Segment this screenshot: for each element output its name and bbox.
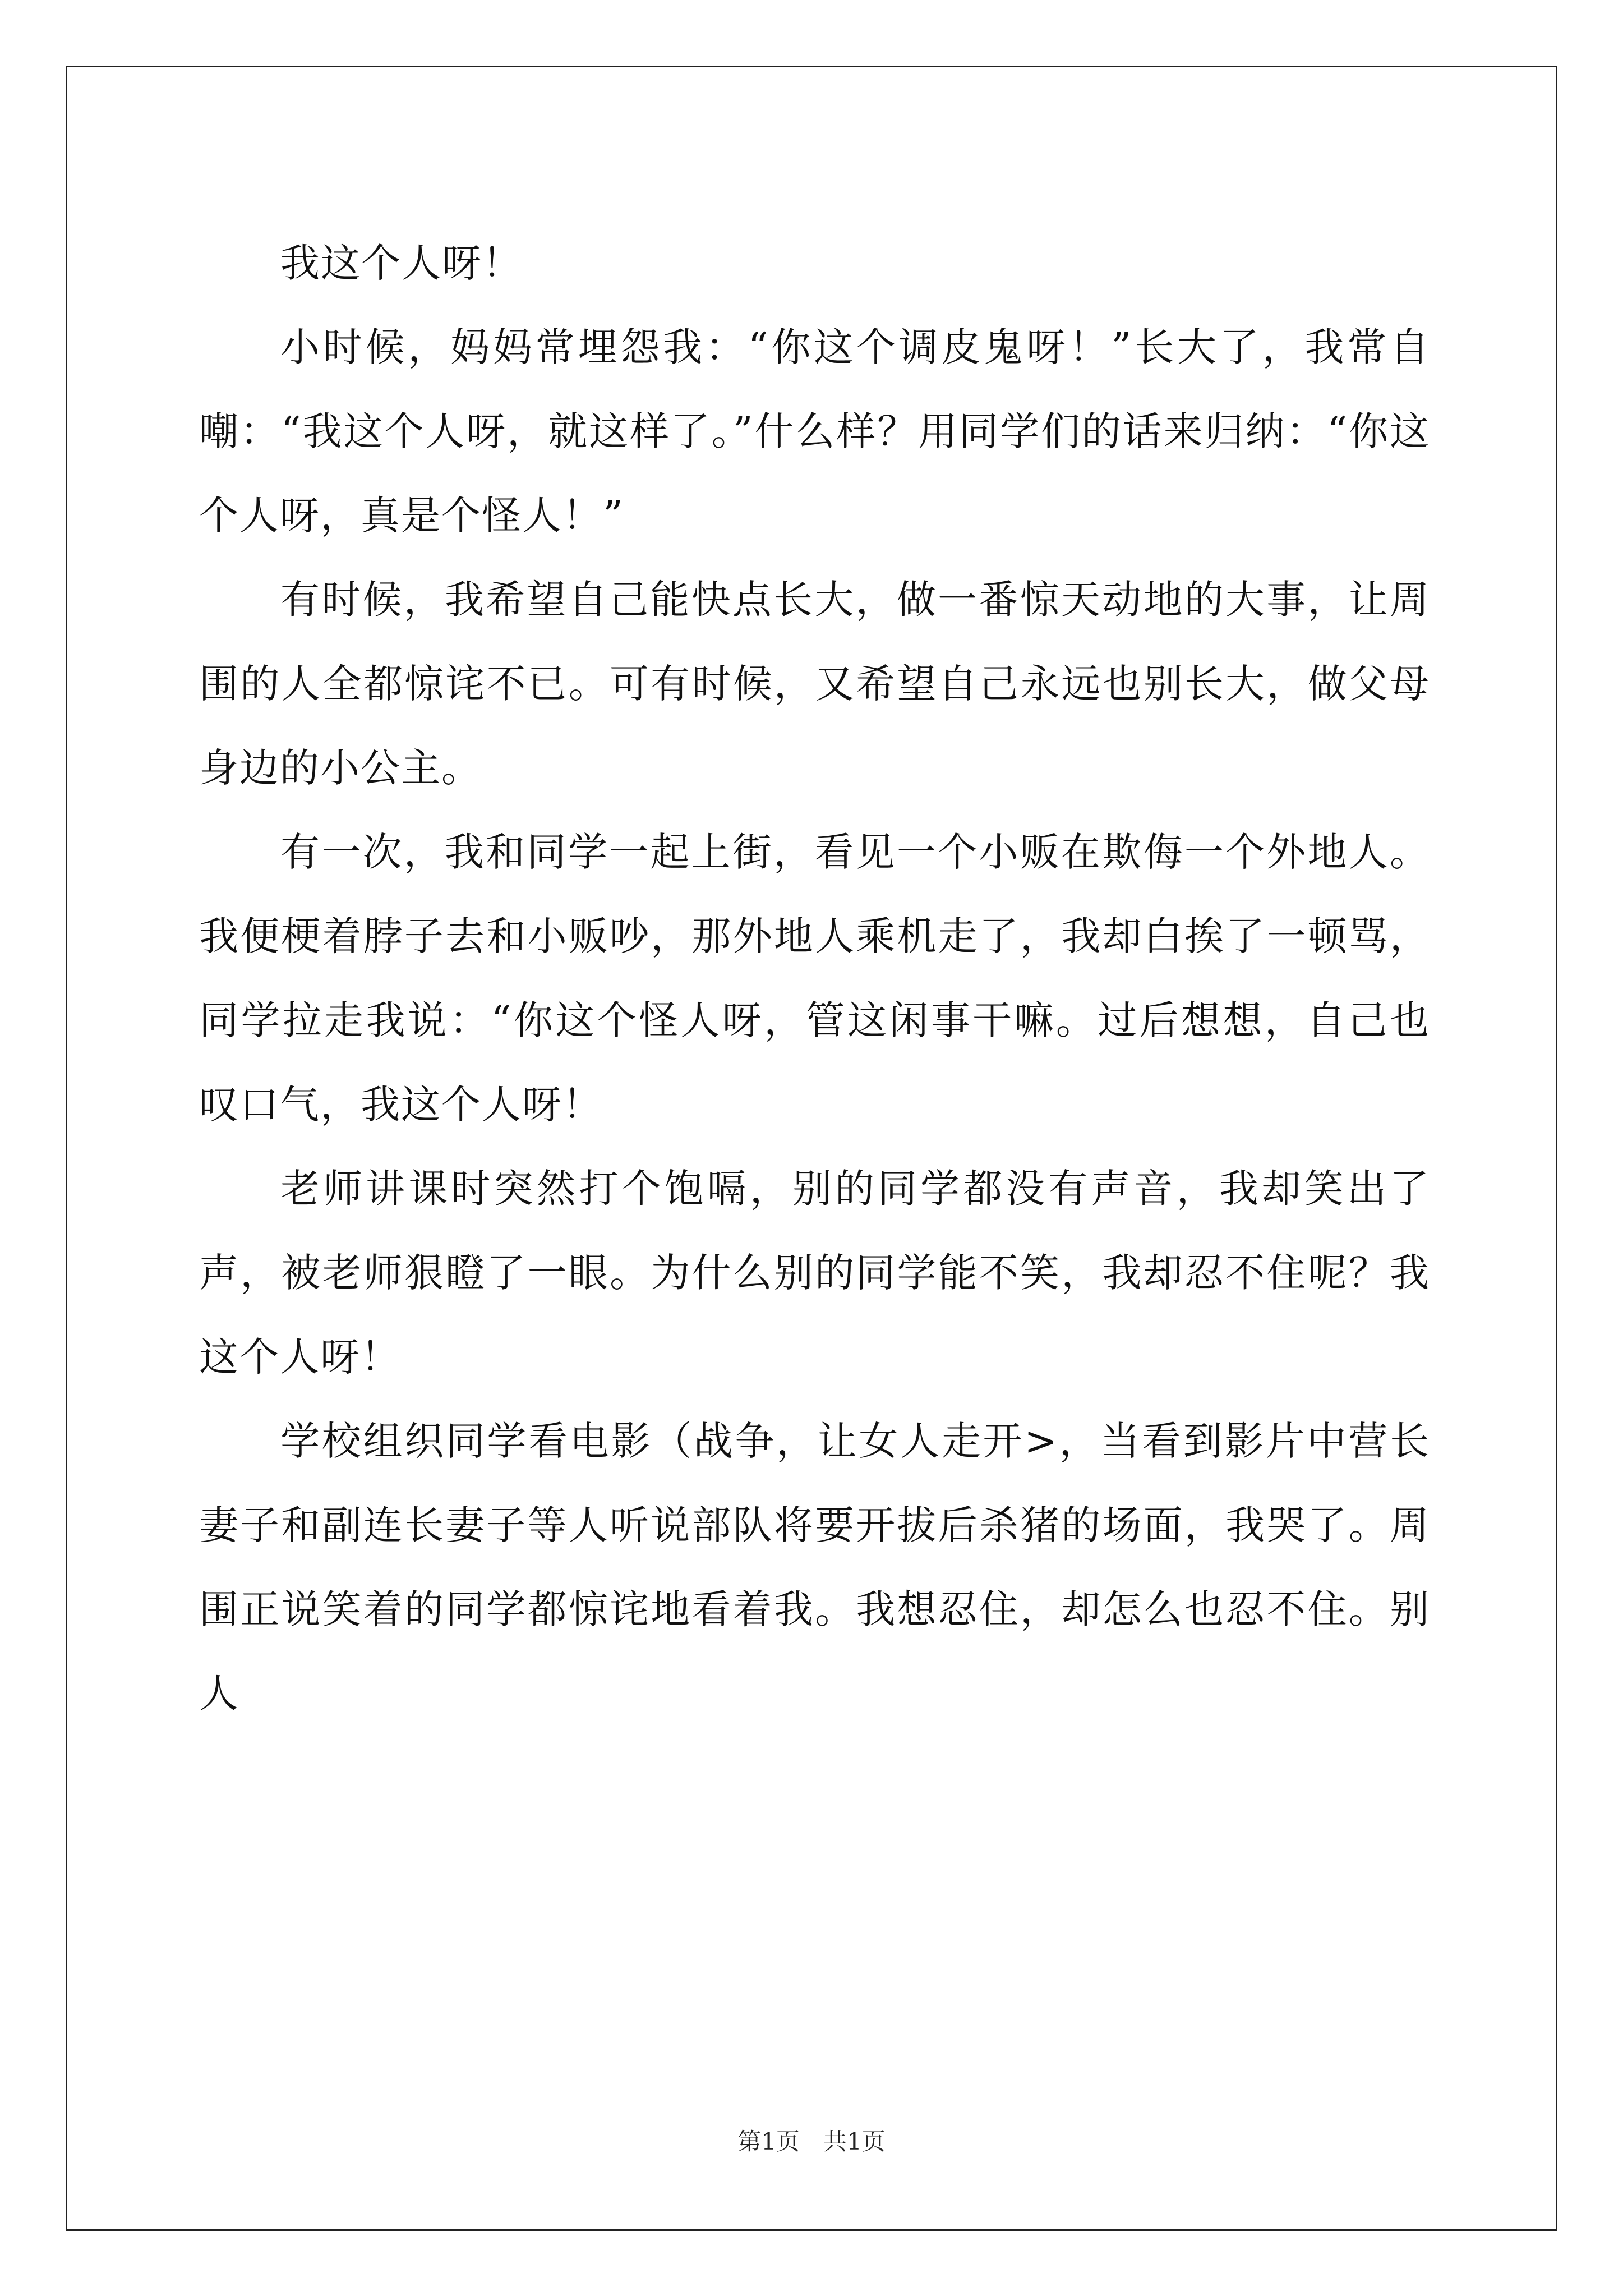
paragraph-classroom: 老师讲课时突然打个饱嗝，别的同学都没有声音，我却笑出了声，被老师狠瞪了一眼。为什么别的同学能不笑，我却忍不住呢？我这个人呀！ xyxy=(199,1166,1430,1380)
paragraph-title-line: 我这个人呀！ xyxy=(280,240,523,286)
paragraph-childhood: 小时候，妈妈常埋怨我：“你这个调皮鬼呀！”长大了，我常自嘲：“我这个人呀，就这样了。”什么样？用同学们的话来归纳：“你这个人呀，真是个怪人！” xyxy=(199,324,1430,539)
paragraph-street-vendor: 有一次，我和同学一起上街，看见一个小贩在欺侮一个外地人。我便梗着脖子去和小贩吵，那外地人乘机走了，我却白挨了一顿骂，同学拉走我说：“你这个怪人呀，管这闲事干嘛。过后想想，自己也叹口气，我这个人呀！ xyxy=(199,829,1430,1128)
document-body xyxy=(199,221,1430,1736)
page-number-footer: 第1页 共1页 xyxy=(737,2128,886,2155)
paragraph-movie: 学校组织同学看电影（战争，让女人走开>，当看到影片中营长妻子和副连长妻子等人听说部队将要开拔后杀猪的场面，我哭了。周围正说笑着的同学都惊诧地看着我。我想忍住，却怎么也忍不住。别人 xyxy=(199,1418,1430,1717)
paragraph-growing-up: 有时候，我希望自己能快点长大，做一番惊天动地的大事，让周围的人全都惊诧不已。可有时候，又希望自己永远也别长大，做父母身边的小公主。 xyxy=(199,577,1430,791)
